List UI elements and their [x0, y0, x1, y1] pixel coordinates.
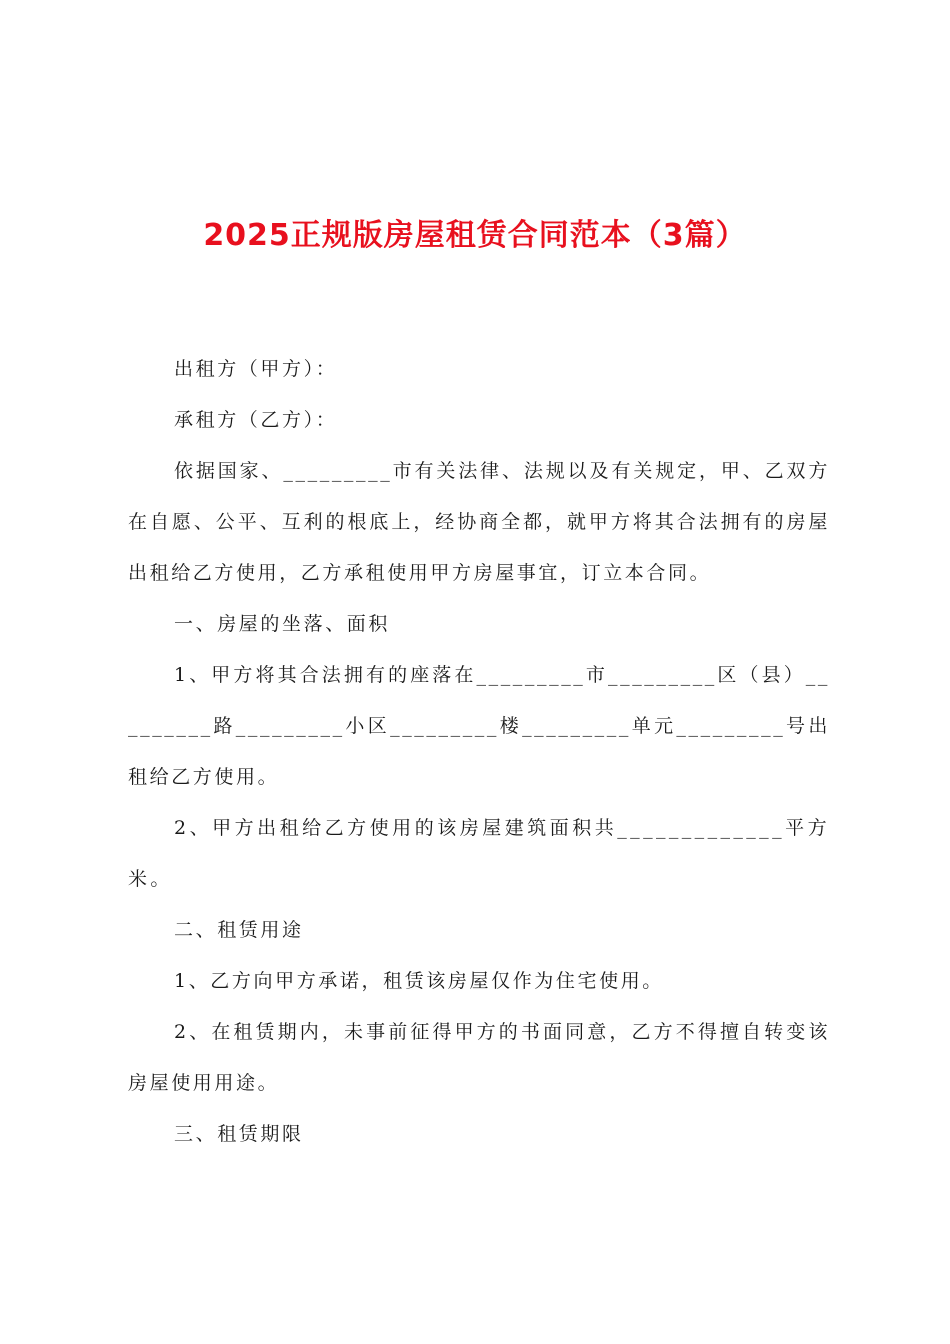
document-body: [128, 344, 830, 1160]
clause-2-2: 2、在租赁期内，未事前征得甲方的书面同意，乙方不得擅自转变该房屋使用用途。: [128, 1021, 830, 1094]
document-title: 2025正规版房屋租赁合同范本（3篇）: [203, 218, 747, 253]
lessee-line: 承租方（乙方）：: [174, 409, 338, 431]
clause-1-1: 1、甲方将其合法拥有的座落在_________市_________区（县）_________路_________小区_________楼_________单元_________号出租给乙方使用。: [128, 664, 830, 788]
section-heading-location-area: 一、房屋的坐落、面积: [174, 613, 391, 635]
section-heading-purpose: 二、租赁用途: [174, 919, 304, 941]
section-heading-term: 三、租赁期限: [174, 1123, 304, 1145]
clause-2-1: 1、乙方向甲方承诺，租赁该房屋仅作为住宅使用。: [174, 970, 664, 992]
clause-1-2: 2、甲方出租给乙方使用的该房屋建筑面积共_____________平方米。: [128, 817, 830, 890]
preamble-paragraph: 依据国家、_________市有关法律、法规以及有关规定，甲、乙双方在自愿、公平、互利的根底上，经协商全都，就甲方将其合法拥有的房屋出租给乙方使用，乙方承租使用甲方房屋事宜，订立本合同。: [128, 460, 830, 584]
lessor-line: 出租方（甲方）：: [174, 358, 338, 380]
